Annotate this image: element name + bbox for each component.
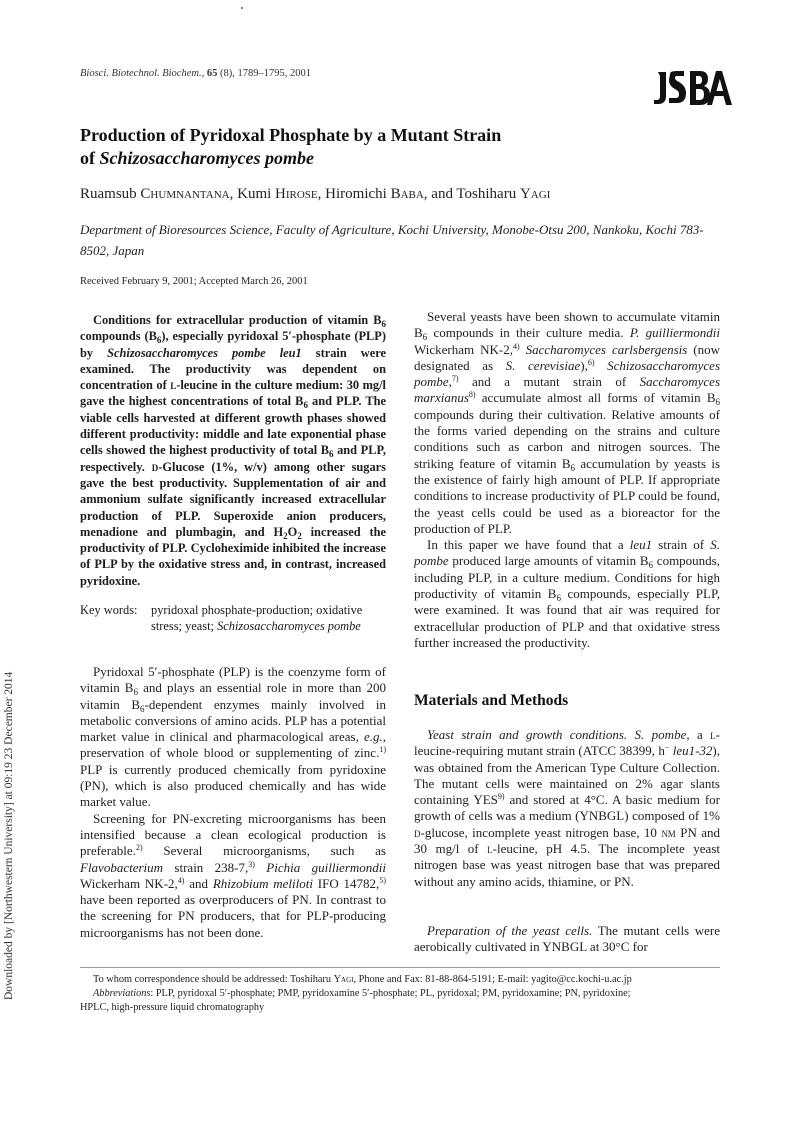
received-dates: Received February 9, 2001; Accepted March 26, 2001 xyxy=(80,276,308,287)
abstract: Conditions for extracellular production of vitamin $B_6$ compounds $(B_6)$, especially pyridoxal 5′-phosphate (PLP) by Schizosaccharomyces pombe leu1 strain were examined. The productivity was dependent on concentration of l-leucine in the culture medium: 30 mg/l gave the highest concentrations of total $B_6$ and PLP. The viable cells harvested at different growth phases showed different productivity: middle and late exponential phase cells showed the highest productivity of total $B_6$ and PLP, respectively. d-Glucose (1%, w/v) among other sugars gave the best productivity. Supplementation of air and ammonium sulfate significantly increased extracellular production of PLP. Superoxide anion producers, menadione and plumbagin, and $H_2O_2$ increased the productivity of PLP. Cycloheximide inhibited the increase of PLP by the oxidative stress and, in contrast, increased pyridoxine. xyxy=(80,313,386,588)
affiliation: Department of Bioresources Science, Faculty of Agriculture, Kochi University, Monobe-Otsu 200, Nankoku, Kochi 783-8502, Japan xyxy=(80,222,704,258)
correspondence-note: To whom correspondence should be addressed: Toshiharu Yagi, Phone and Fax: 81-88-864-5191; E-mail: yagito@cc.kochi-u.ac.jp xyxy=(93,974,632,985)
scan-mark xyxy=(241,7,243,9)
introduction-left: Pyridoxal 5′-phosphate (PLP) is the coenzyme form of vitamin $B_6$ and plays an essential role in more than 200 vitamin $B_6$-dependent enzymes mainly involved in metabolic conversions of amino acids. PLP has a potential market value in clinical and pharmacological areas, e.g., preservation of whole blood or supplementing of zinc.$^{1)}$ PLP is currently produced chemically from pyridoxine (PN), which is also produced chemically and has wide market value. Screening for PN-excreting microorganisms has been intensified because a clean ecological production is preferable.$^{2)}$ Several microorganisms, such as Flavobacterium strain 238-7,$^{3)}$ Pichia guilliermondii Wickerham NK-2,$^{4)}$ and Rhizobium meliloti IFO 14782,$^{5)}$ have been reported as overproducers of PN. In contrast to the screening for PN producers, that for PLP-producing microorganisms has not been done. xyxy=(80,664,386,940)
methods-yeast-strain: Yeast strain and growth conditions. S. pombe, a l-leucine-requiring mutant strain (ATCC 38399, h− leu1-32), was obtained from the American Type Culture Collection. The mutant cells were maintained on 2% agar slants containing YES$^{9)}$ and stored at 4°C. A basic medium for growth of cells was a medium (YNBGL) composed of 1% d-glucose, incomplete yeast nitrogen base, 10 nm PN and 30 mg/l of l-leucine, pH 4.5. The incomplete yeast nitrogen base was yeast nitrogen base that was prepared without any amino acids, thiamine, or PN. xyxy=(414,727,721,889)
jsba-logo xyxy=(652,70,734,106)
author-list: Ruamsub Chumnantana, Kumi Hirose, Hiromichi Baba, and Toshiharu Yagi xyxy=(80,186,551,202)
introduction-right: Several yeasts have been shown to accumulate vitamin $B_6$ compounds in their culture media. P. guilliermondii Wickerham NK-2,$^{4)}$ Saccharomyces carlsbergensis (now designated as S. cerevisiae),$^{6)}$ Schizosaccharomyces pombe,$^{7)}$ and a mutant strain of Saccharomyces marxianus$^{8)}$ accumulate almost all forms of vitamin $B_6$ compounds during their cultivation. Relative amounts of the forms varied depending on the strains and culture conditions such as carbon and nitrogen sources. The striking feature of vitamin $B_6$ accumulation by yeasts is the existence of fairly high amount of PLP. If appropriate conditions to increase productivity of PLP could be found, the yeast cells could be used as a bioreactor for the production of PLP. In this paper we have found that a leu1 strain of S. pombe produced large amounts of vitamin $B_6$ compounds, including PLP, in a culture medium. Conditions for high productivity of vitamin $B_6$ compounds, especially PLP, were examined. It was found that air was required for extracellular production of PLP and that oxidative stress further increased the productivity. xyxy=(414,309,721,650)
abbreviations-note: Abbreviations: PLP, pyridoxal 5′-phosphate; PMP, pyridoxamine 5′-phosphate; PL, pyridoxal; PM, pyridoxamine; PN, pyridoxine; xyxy=(93,988,631,999)
methods-preparation: Preparation of the yeast cells. The mutant cells were aerobically cultivated in YNBGL at 30°C for xyxy=(414,923,720,955)
svg-text:JSBA: JSBA xyxy=(652,70,655,71)
download-watermark: Downloaded by [Northwestern University] at 09:19 23 December 2014 xyxy=(3,671,15,1000)
section-heading-methods: Materials and Methods xyxy=(414,692,569,709)
journal-citation: Biosci. Biotechnol. Biochem., 65 (8), 1789–1795, 2001 xyxy=(80,68,311,79)
abbreviations-note-cont: HPLC, high-pressure liquid chromatography xyxy=(80,1002,265,1013)
key-words: Key words: pyridoxal phosphate-production; oxidative stress; yeast; Schizosaccharomyces pombe xyxy=(80,603,363,634)
footnote-rule xyxy=(80,967,720,968)
article-title: Production of Pyridoxal Phosphate by a Mutant Strain of Schizosaccharomyces pombe xyxy=(80,125,502,168)
